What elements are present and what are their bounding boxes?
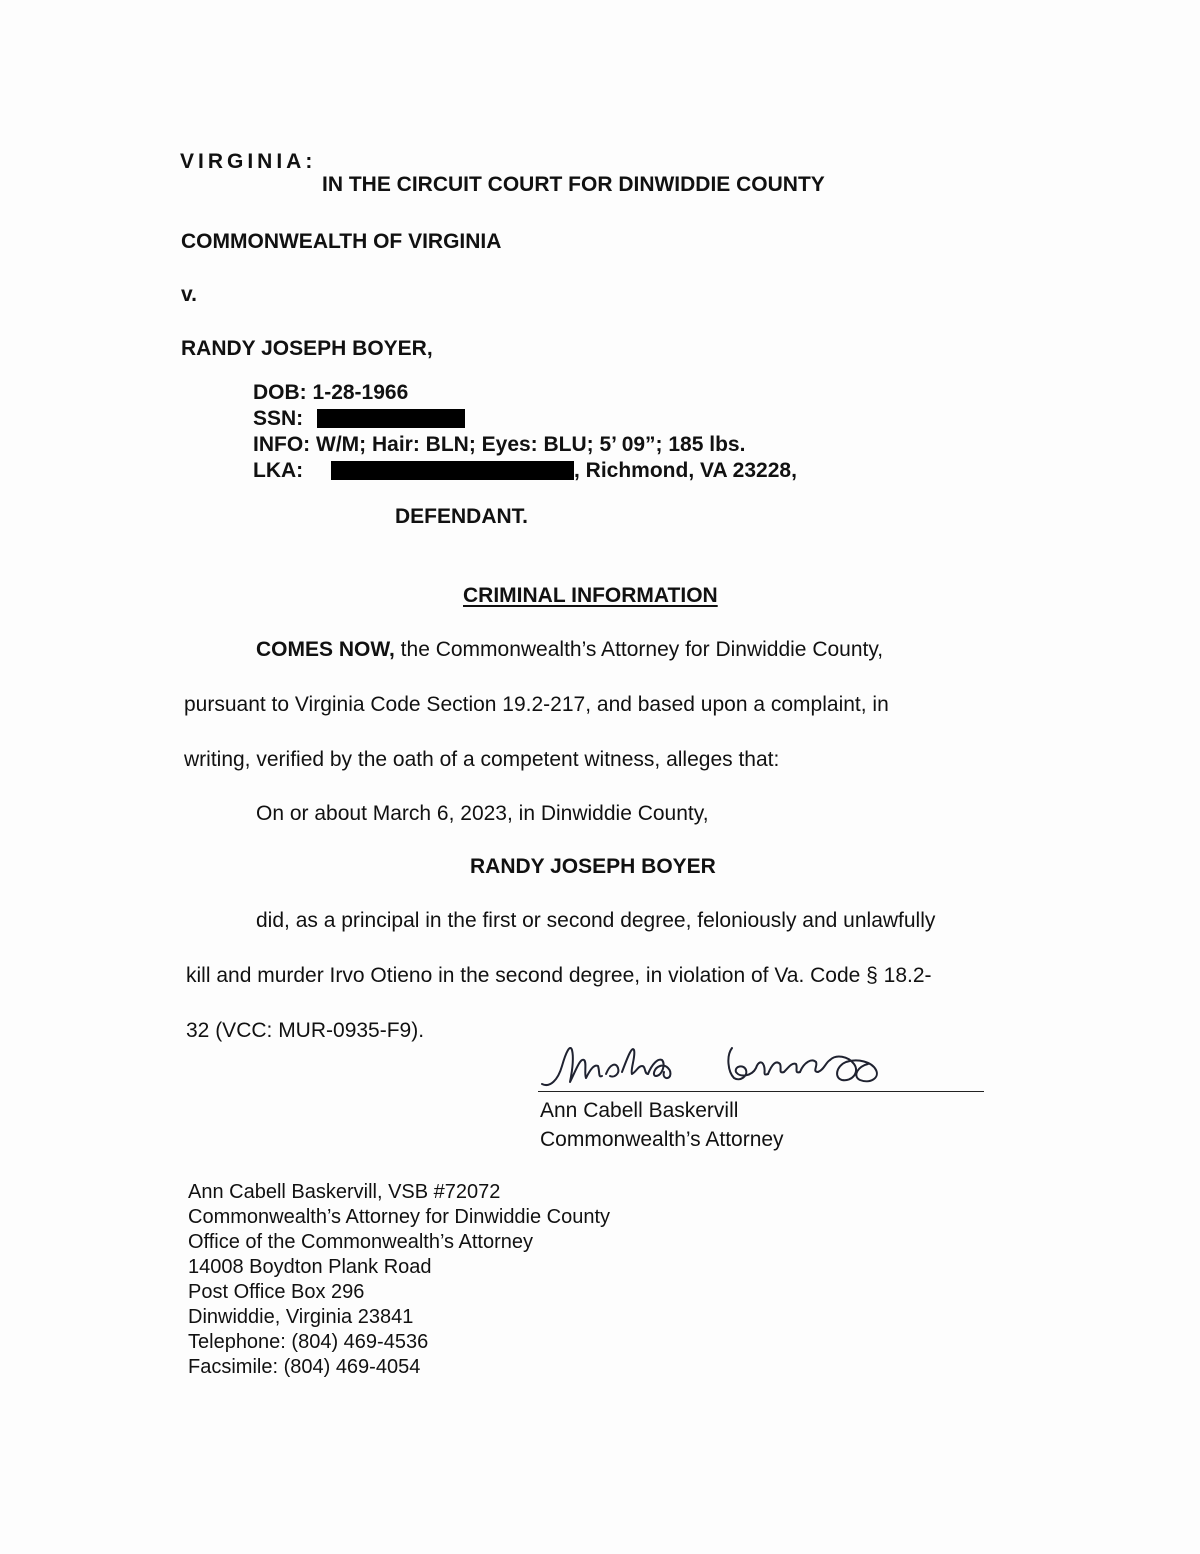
dob-label: DOB: — [253, 381, 307, 404]
defendant-name-centered: RANDY JOSEPH BOYER — [470, 855, 716, 878]
ssn-label: SSN: — [253, 407, 304, 430]
address-line-2: Commonwealth’s Attorney for Dinwiddie County — [188, 1206, 611, 1228]
info-row — [253, 432, 797, 458]
body-line-1-rest: the Commonwealth’s Attorney for Dinwiddie County, — [394, 638, 884, 661]
body-line-4: On or about March 6, 2023, in Dinwiddie County, — [256, 802, 709, 825]
body-line-6: kill and murder Irvo Otieno in the second degree, in violation of Va. Code § 18.2- — [186, 964, 932, 987]
facsimile-line: Facsimile: (804) 469-4054 — [188, 1356, 421, 1378]
body-line-2: pursuant to Virginia Code Section 19.2-217, and based upon a complaint, in — [184, 693, 889, 716]
defendant-info-block — [253, 380, 797, 484]
state-caption: VIRGINIA: — [180, 150, 317, 173]
signer-title: Commonwealth’s Attorney — [540, 1128, 784, 1151]
address-line-5: Post Office Box 296 — [188, 1281, 365, 1303]
info-value: W/M; Hair: BLN; Eyes: BLU; 5’ 09”; 185 lbs. — [316, 433, 746, 456]
body-line-1 — [256, 638, 883, 662]
comes-now-phrase: COMES NOW, — [256, 638, 395, 661]
ssn-redaction-bar — [317, 409, 465, 428]
ssn-row — [253, 406, 797, 432]
signer-block — [540, 1096, 784, 1154]
address-line-4: 14008 Boydton Plank Road — [188, 1256, 432, 1278]
lka-redaction-bar — [331, 461, 574, 480]
defendant-label: DEFENDANT. — [395, 505, 529, 528]
court-caption: IN THE CIRCUIT COURT FOR DINWIDDIE COUNTY — [322, 173, 825, 196]
body-line-3: writing, verified by the oath of a competent witness, alleges that: — [184, 748, 780, 771]
telephone-line: Telephone: (804) 469-4536 — [188, 1331, 429, 1353]
dob-row — [253, 380, 797, 406]
signature-line — [538, 1091, 984, 1092]
address-line-6: Dinwiddie, Virginia 23841 — [188, 1306, 414, 1328]
handwritten-signature — [536, 1036, 916, 1094]
document-heading: CRIMINAL INFORMATION — [463, 584, 718, 607]
info-label: INFO: — [253, 433, 311, 456]
defendant-name: RANDY JOSEPH BOYER, — [181, 337, 433, 360]
address-line-3: Office of the Commonwealth’s Attorney — [188, 1231, 533, 1253]
versus-label: v. — [181, 283, 197, 306]
lka-value: , Richmond, VA 23228, — [574, 459, 797, 482]
attorney-address-block — [188, 1180, 610, 1380]
lka-label: LKA: — [253, 459, 304, 482]
address-line-1: Ann Cabell Baskervill, VSB #72072 — [188, 1181, 501, 1203]
signer-name: Ann Cabell Baskervill — [540, 1099, 739, 1122]
dob-value: 1-28-1966 — [312, 381, 409, 404]
lka-row — [253, 458, 797, 484]
body-line-5: did, as a principal in the first or second degree, feloniously and unlawfully — [256, 909, 936, 932]
plaintiff-name: COMMONWEALTH OF VIRGINIA — [181, 230, 502, 253]
body-line-7: 32 (VCC: MUR-0935-F9). — [186, 1019, 425, 1042]
